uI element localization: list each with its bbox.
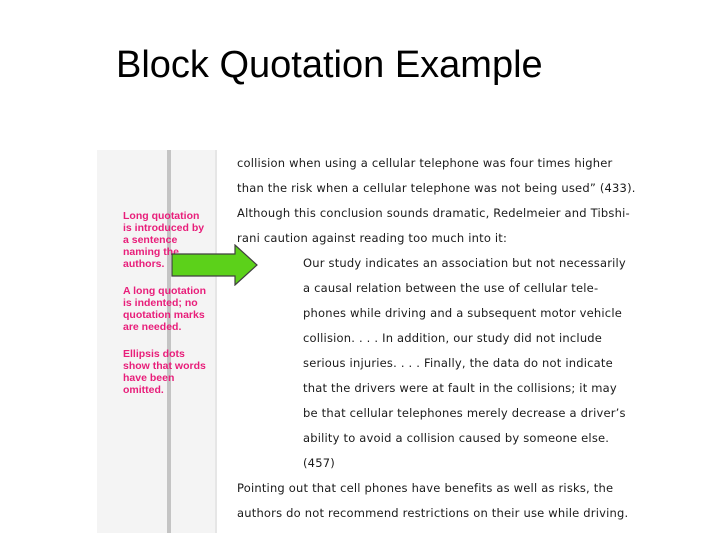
block-quote-line: a causal relation between the use of cellular tele- [303,281,599,295]
block-quote-line: that the drivers were at fault in the collisions; it may [303,381,617,395]
block-quote-line: be that cellular telephones merely decrease a driver’s [303,406,626,420]
closing-line: Pointing out that cell phones have benefits as well as risks, the [237,481,614,495]
block-quote-line: collision. . . . In addition, our study did not include [303,331,603,345]
block-quote-line: serious injuries. . . . Finally, the data do not indicate [303,356,613,370]
block-quote-line: Our study indicates an association but not necessarily [303,256,626,270]
right-arrow-icon [171,244,259,286]
document-figure [97,150,650,533]
slide-title: Block Quotation Example [116,44,543,86]
block-quote-line: ability to avoid a collision caused by someone else. [303,431,610,445]
body-line: Although this conclusion sounds dramatic, Redelmeier and Tibshi- [237,206,630,220]
margin-divider [167,150,171,533]
annotation-indented-quote: A long quotation is indented; no quotation marks are needed. [123,285,207,333]
body-line: collision when using a cellular telephone was four times higher [237,156,613,170]
annotation-intro-sentence: Long quotation is introduced by a sentence naming the authors. [123,210,205,270]
block-quote-citation: (457) [303,456,335,470]
annotation-ellipsis: Ellipsis dots show that words have been omitted. [123,348,206,396]
closing-line: authors do not recommend restrictions on their use while driving. [237,506,629,520]
block-quote-line: phones while driving and a subsequent motor vehicle [303,306,622,320]
body-line: than the risk when a cellular telephone was not being used” (433). [237,181,636,195]
body-line: rani caution against reading too much into it: [237,231,508,245]
